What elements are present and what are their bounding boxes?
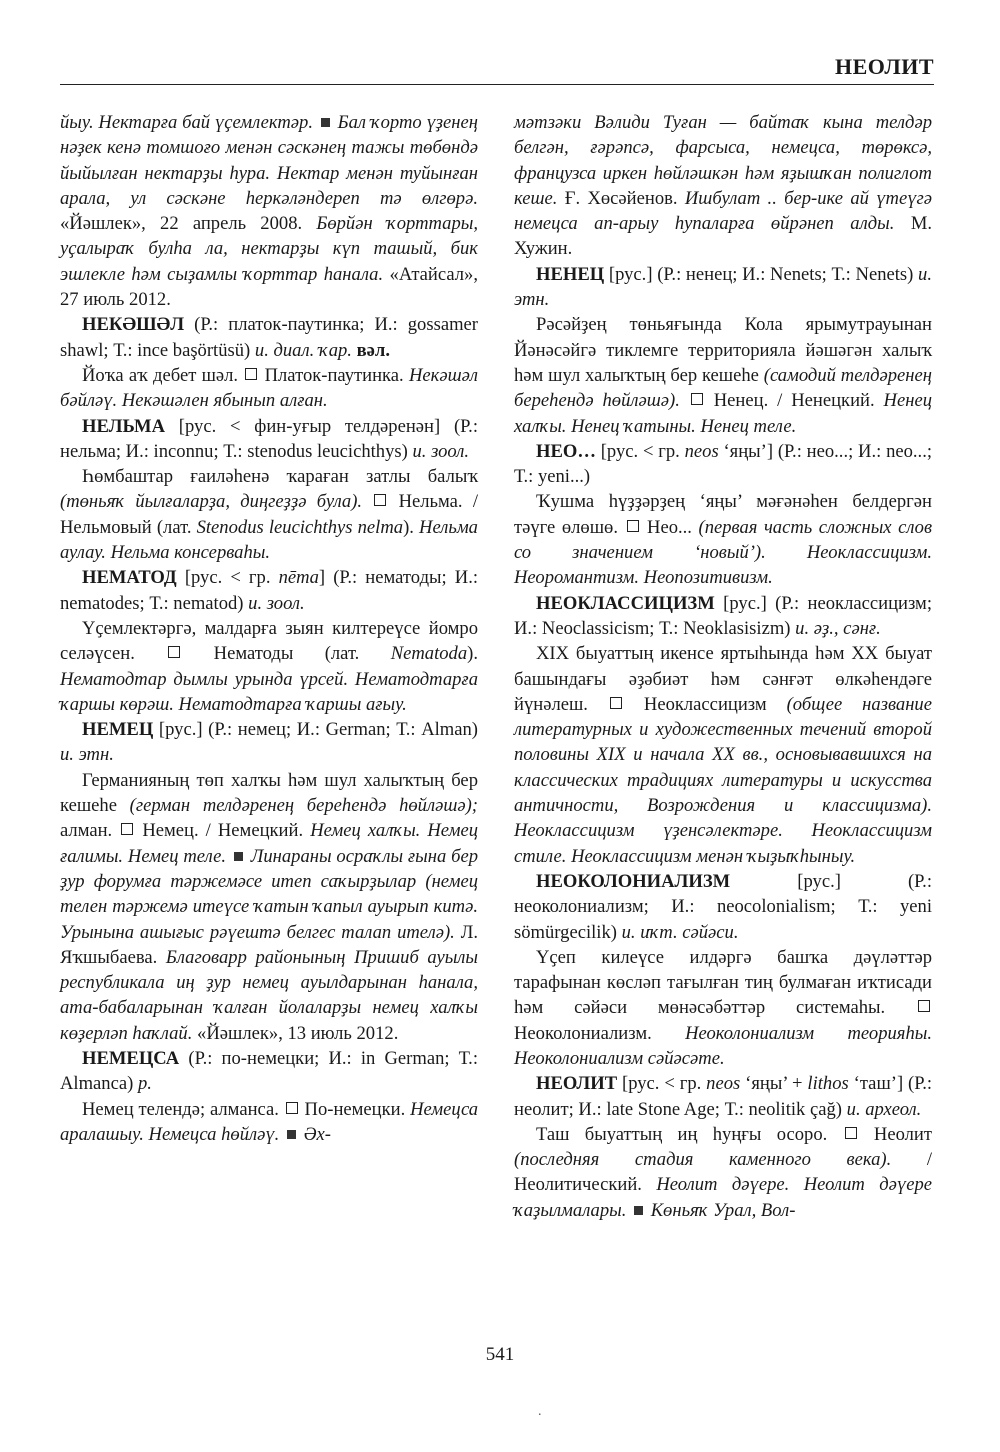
page-number: 541 (485, 1344, 515, 1365)
dictionary-entry: НЕМАТОД [рус. < гр. nēma] (Р.: нематоды; И.: nematodes; Т.: nematod) и. зоол. (60, 567, 479, 614)
entry-headword: НЕМАТОД (82, 567, 177, 589)
entry-definition: Германияның төп халҡы һәм шул халыҡтың бер кешеһе (герман телдәренең береһендә һөйләшә); алман. Немец. / Немецкий. Немец халҡы. Немец ғалимы. Немец теле. Линараны осраҡлы ғына бер ҙур форумға тәржемәсе итеп саҡырҙылар (немец телен тәржемә итеүсе ҡатын ҡапыл ауырып китә. Урынына ашығыс рәүештә белгес талап ителә). Л. Яҡшыбаева. Благоварр районының Пришиб ауылы республикала иң ҙур немец ауылдарынан һанала, ата-бабаларынан ҡалған йолаларҙы немец халҡы көҙерләп һаҡлай. «Йәшлек», 13 июль 2012. (60, 769, 479, 1044)
dictionary-entry: НЕМЕЦСА (Р.: по-немецки; И.: in German; Т.: Almanca) р. (60, 1047, 478, 1095)
entry-headword: НЕОКЛАССИЦИЗМ (536, 592, 715, 614)
russian-equivalent-icon (286, 1102, 298, 1114)
russian-equivalent-icon (168, 646, 180, 658)
page-header (60, 52, 934, 85)
entry-headword: НЕМЕЦСА (82, 1047, 180, 1069)
example-marker-icon (287, 1130, 296, 1139)
entry-headword: НЕОЛИТ (536, 1073, 618, 1095)
entry-definition: XIX быуаттың икенсе яртыһында һәм XX быуат башындағы әҙәбиәт һәм сәнғәт өлкәһендәге йүнәлеш. Неоклассицизм (общее название литературных и художественных течений второй половины XIX и начала XX вв., основывавшихся на классических традициях литературы и искусства античности, Возрождения и классицизма). Неоклассицизм үҙенсәлектәре. Неоклассицизм стиле. Неоклассицизм менән ҡыҙыҡһыныу. (514, 643, 932, 867)
russian-equivalent-icon (121, 823, 133, 835)
dictionary-entry: НЕКӘШӘЛ (Р.: платок-паутинка; И.: gossamer shawl; Т.: ince başörtüsü) и. диал. ҡар. вәл. (60, 314, 478, 361)
russian-equivalent-icon (691, 393, 703, 405)
entry-headword: НЕМЕЦ (82, 719, 154, 741)
entry-definition: Үҫеп килеүсе илдәргә башҡа дәүләттәр тарафынан көсләп тағылған тиң булмаған иҡтисади һәм сәйәси мөнәсәбәттәр системаһы. Неоколониализм. Неоколониализм теорияһы. Неоколониализм сәйәсәте. (514, 946, 932, 1069)
entry-continuation: мәтзәки Вәлиди Туған — байтаҡ кына телдәр белгән, ғәрәпсә, фарсыса, немецса, төрөксә, французса иркен һөйләшкән һәм яҙышҡан полиглот кеше. Ғ. Хөсәйенов. Ишбулат .. бер-ике ай үтеүгә немецса ап-арыу һупаларға өйрәнеп алды. М. Хужин. (514, 112, 933, 260)
russian-equivalent-icon (610, 697, 622, 709)
russian-equivalent-icon (627, 520, 639, 532)
russian-equivalent-icon (918, 1000, 930, 1012)
example-marker-icon (234, 852, 243, 861)
entry-headword: НЕНЕЦ (536, 263, 605, 285)
right-column (514, 110, 932, 1223)
entry-headword: НЕО… (536, 440, 596, 462)
dictionary-entry: НЕО… [рус. < гр. neos ‘яңы’] (Р.: нео...; И.: neo...; Т.: yeni...) (514, 440, 933, 488)
dictionary-entry: НЕОКЛАССИЦИЗМ [рус.] (Р.: неоклассицизм; И.: Neoclassicism; Т.: Neoklasisizm) и. әҙ., сәнғ. (514, 592, 932, 639)
entry-definition: Ҡушма һүҙҙәрҙең ‘яңы’ мәғәнәһен белдергән тәүге өлөшө. Нео... (первая часть сложных слов со значением ‘новый’). Неоклассицизм. Неоромантизм. Неопозитивизм. (514, 491, 933, 589)
entry-definition: Рәсәйҙең төньяғында Кола ярымутрауынан Йәнәсәйгә тиклемге территорияла йәшәгән халыҡ һәм шул халыҡтың бер кешеһе (самодий телдәренең береһендә һөйләшә). Ненец. / Ненецкий. Ненец халҡы. Ненец ҡатыны. Ненец теле. (514, 314, 933, 437)
dictionary-entry: НЕМЕЦ [рус.] (Р.: немец; И.: German; Т.: Alman) и. этн. (60, 719, 478, 766)
example-marker-icon (634, 1206, 643, 1215)
entry-definition: Йоҡа аҡ дебет шәл. Платок-паутинка. Некәшәл бәйләү. Некәшәлен ябынып алған. (60, 364, 478, 412)
entry-headword: НЕЛЬМА (82, 415, 165, 437)
dictionary-entry: НЕОЛИТ [рус. < гр. neos ‘яңы’ + lithos ‘таш’] (Р.: неолит; И.: late Stone Age; Т.: neolitik çağ) и. археол. (514, 1073, 933, 1120)
entry-definition: Немец телендә; алманса. По-немецки. Немецса аралашыу. Немецса һөйләү. Әх- (60, 1098, 479, 1145)
dictionary-entry: НЕНЕЦ [рус.] (Р.: ненец; И.: Nenets; Т.: Nenets) и. этн. (514, 263, 932, 311)
left-column (60, 110, 478, 1147)
russian-equivalent-icon (374, 494, 386, 506)
entry-definition: Һөмбаштар ғаиләһенә ҡараған затлы балыҡ (төньяҡ йылғаларҙа, диңгеҙҙә була). Нельма. / Нельмовый (лат. Stenodus leucichthys nelma). Нельма аулау. Нельма консерваһы. (60, 466, 478, 564)
entry-definition: Таш быуаттың иң һуңғы осоро. Неолит (последняя стадия каменного века). / Неолитический. Неолит дәүере. Неолит дәүере ҡаҙылмалары. Көньяҡ Урал, Вол- (514, 1123, 932, 1221)
entry-continuation: йыу. Нектарға бай үҫемлектәр. Бал ҡорто үҙенең нәҙек кенә томшоғо менән сәскәнең тажы төбөндә йыйылған нектарҙы һура. Нектар менән туйынған арала, ул сәскәне һеркәләндереп тә өлгөрә. «Йәшлек», 22 апрель 2008. Бөрйән ҡорттары, уҫалыраҡ булһа ла, нектарҙы күп ташый, бик эшлекле һәм сыҙамлы ҡорттар һанала. «Атайсал», 27 июль 2012. (60, 112, 478, 311)
entry-headword: НЕКӘШӘЛ (82, 314, 185, 336)
example-marker-icon (321, 118, 330, 127)
russian-equivalent-icon (245, 368, 257, 380)
running-headword: НЕОЛИТ (835, 54, 934, 79)
entry-definition: Үҫемлектәргә, малдарға зыян килтереүсе йомро селәүсен. Нематоды (лат. Nematoda). Нематодтар дымлы урында үрсей. Нематодтарға ҡаршы көрәш. Нематодтарға ҡаршы ағыу. (60, 617, 478, 715)
russian-equivalent-icon (845, 1127, 857, 1139)
entry-headword: НЕОКОЛОНИАЛИЗМ (536, 870, 731, 892)
footer-mark: . (538, 1404, 542, 1419)
dictionary-entry: НЕЛЬМА [рус. < фин-уғыр телдәренән] (Р.: нельма; И.: inconnu; Т.: stenodus leucichthys) и. зоол. (60, 415, 478, 462)
dictionary-entry: НЕОКОЛОНИАЛИЗМ [рус.] (Р.: неоколониализм; И.: neocolonialism; Т.: yeni sömürgecilik) и. иҡт. сәйәси. (514, 870, 932, 943)
